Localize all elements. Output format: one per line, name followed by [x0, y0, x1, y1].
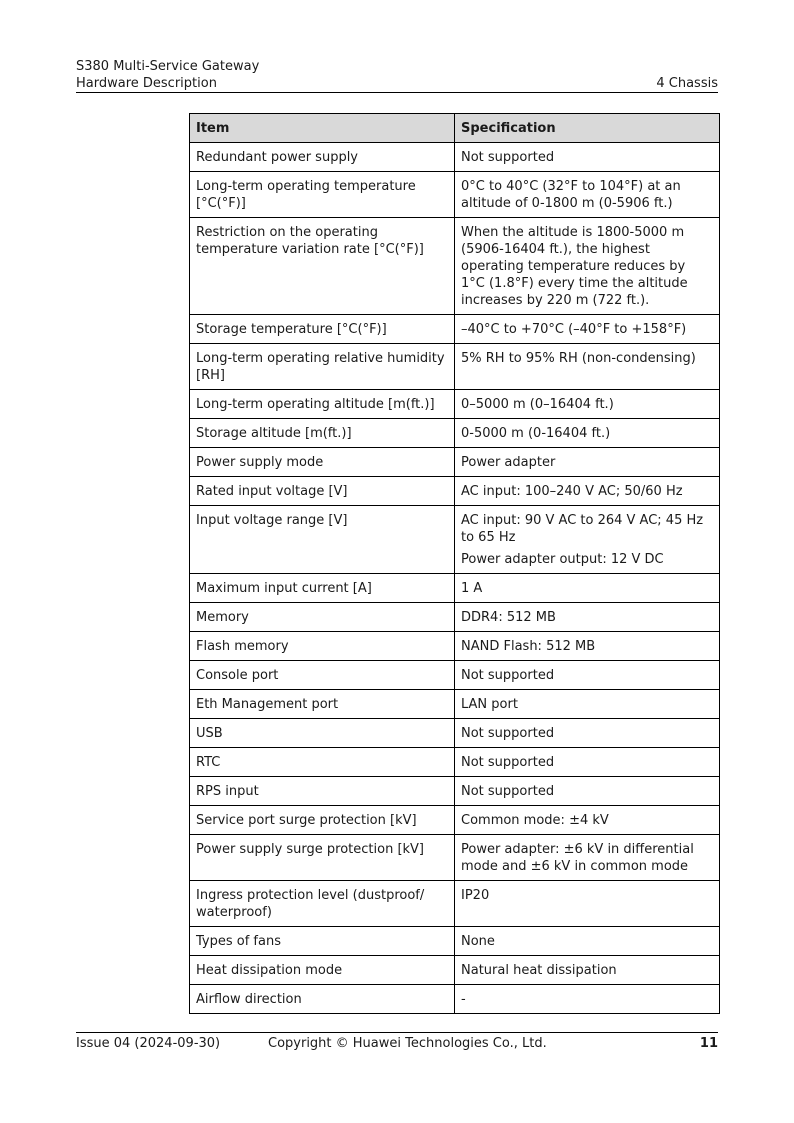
table-row [190, 419, 720, 448]
specification-cell [455, 448, 720, 477]
page-header-left [76, 58, 259, 92]
table-row [190, 927, 720, 956]
table-row [190, 390, 720, 419]
specification-text: When the altitude is 1800-5000 m (5906-16404 ft.), the highest operating temperature reduces by 1°C (1.8°F) every time the altitude increases by 220 m (722 ft.). [461, 225, 688, 308]
specification-text: Not supported [461, 755, 555, 770]
specification-cell [455, 419, 720, 448]
specification-text: Not supported [461, 668, 555, 683]
specification-cell [455, 690, 720, 719]
specification-cell [455, 881, 720, 927]
specification-cell [455, 143, 720, 172]
column-header-specification: Specification [455, 114, 720, 143]
specification-cell [455, 477, 720, 506]
table-row [190, 777, 720, 806]
table-row [190, 344, 720, 390]
specification-text: Common mode: ±4 kV [461, 813, 609, 828]
item-cell: USB [190, 719, 455, 748]
specification-cell [455, 632, 720, 661]
specification-text: None [461, 934, 495, 949]
item-cell: Input voltage range [V] [190, 506, 455, 574]
item-cell: Storage temperature [°C(°F)] [190, 315, 455, 344]
specification-cell [455, 806, 720, 835]
item-cell: Eth Management port [190, 690, 455, 719]
table-row [190, 477, 720, 506]
specification-cell [455, 985, 720, 1014]
specification-cell [455, 574, 720, 603]
table-row [190, 506, 720, 574]
product-name: S380 Multi-Service Gateway [76, 59, 260, 74]
item-cell: Flash memory [190, 632, 455, 661]
item-cell: Redundant power supply [190, 143, 455, 172]
specification-cell [455, 506, 720, 574]
specification-cell [455, 344, 720, 390]
item-cell: Types of fans [190, 927, 455, 956]
item-cell: Restriction on the operating temperature variation rate [°C(°F)] [190, 218, 455, 315]
specification-text: Natural heat dissipation [461, 963, 617, 978]
specification-cell [455, 315, 720, 344]
table-row [190, 448, 720, 477]
specification-text: –40°C to +70°C (–40°F to +158°F) [461, 322, 687, 337]
specification-table [189, 113, 720, 1014]
item-cell: Service port surge protection [kV] [190, 806, 455, 835]
specification-text: Power adapter: ±6 kV in differential mode and ±6 kV in common mode [461, 842, 694, 874]
table-row [190, 315, 720, 344]
table-row [190, 143, 720, 172]
table-row [190, 632, 720, 661]
specification-text: Not supported [461, 150, 555, 165]
specification-cell [455, 390, 720, 419]
specification-cell [455, 956, 720, 985]
specification-text: AC input: 100–240 V AC; 50/60 Hz [461, 484, 683, 499]
table-row [190, 806, 720, 835]
specification-text: Not supported [461, 726, 555, 741]
specification-text: AC input: 90 V AC to 264 V AC; 45 Hz to 65 Hz [461, 513, 704, 545]
column-header-item: Item [190, 114, 455, 143]
specification-text: Not supported [461, 784, 555, 799]
table-row [190, 719, 720, 748]
item-cell: RTC [190, 748, 455, 777]
item-cell: Long-term operating temperature [°C(°F)] [190, 172, 455, 218]
copyright-notice: Copyright © Huawei Technologies Co., Ltd. [268, 1036, 547, 1051]
specification-cell [455, 927, 720, 956]
specification-cell [455, 748, 720, 777]
specification-cell [455, 661, 720, 690]
table-row [190, 661, 720, 690]
specification-cell [455, 835, 720, 881]
table-row [190, 574, 720, 603]
header-divider [76, 92, 718, 93]
item-cell: Heat dissipation mode [190, 956, 455, 985]
specification-text: Power adapter [461, 455, 556, 470]
document-title: Hardware Description [76, 76, 217, 91]
item-cell: Airflow direction [190, 985, 455, 1014]
table-body [190, 143, 720, 1014]
item-cell: Power supply mode [190, 448, 455, 477]
footer-divider [76, 1032, 718, 1033]
table-row [190, 172, 720, 218]
specification-cell [455, 172, 720, 218]
item-cell: Long-term operating relative humidity [RH] [190, 344, 455, 390]
table-row [190, 690, 720, 719]
table-row [190, 956, 720, 985]
item-cell: Long-term operating altitude [m(ft.)] [190, 390, 455, 419]
item-cell: Ingress protection level (dustproof/ waterproof) [190, 881, 455, 927]
table-row [190, 218, 720, 315]
specification-text: 0°C to 40°C (32°F to 104°F) at an altitude of 0-1800 m (0-5906 ft.) [461, 179, 681, 211]
table-row [190, 835, 720, 881]
item-cell: Memory [190, 603, 455, 632]
specification-text: NAND Flash: 512 MB [461, 639, 596, 654]
specification-text: - [461, 992, 466, 1007]
table-row [190, 881, 720, 927]
specification-text: 5% RH to 95% RH (non-condensing) [461, 351, 696, 366]
specification-cell [455, 777, 720, 806]
item-cell: RPS input [190, 777, 455, 806]
table-row [190, 748, 720, 777]
page-number: 11 [699, 1036, 718, 1051]
item-cell: Rated input voltage [V] [190, 477, 455, 506]
table-row [190, 603, 720, 632]
specification-cell [455, 603, 720, 632]
specification-text: Power adapter output: 12 V DC [461, 552, 664, 567]
specification-text: LAN port [461, 697, 518, 712]
chapter-title: 4 Chassis [656, 76, 718, 91]
table-row [190, 985, 720, 1014]
table-header-row [190, 114, 720, 143]
specification-text: 0–5000 m (0–16404 ft.) [461, 397, 614, 412]
item-cell: Maximum input current [A] [190, 574, 455, 603]
item-cell: Console port [190, 661, 455, 690]
specification-text: DDR4: 512 MB [461, 610, 556, 625]
specification-cell [455, 719, 720, 748]
specification-text: 0-5000 m (0-16404 ft.) [461, 426, 611, 441]
item-cell: Power supply surge protection [kV] [190, 835, 455, 881]
specification-text: 1 A [461, 581, 483, 596]
specification-cell [455, 218, 720, 315]
item-cell: Storage altitude [m(ft.)] [190, 419, 455, 448]
issue-info: Issue 04 (2024-09-30) [76, 1036, 221, 1051]
specification-text: IP20 [461, 888, 490, 903]
